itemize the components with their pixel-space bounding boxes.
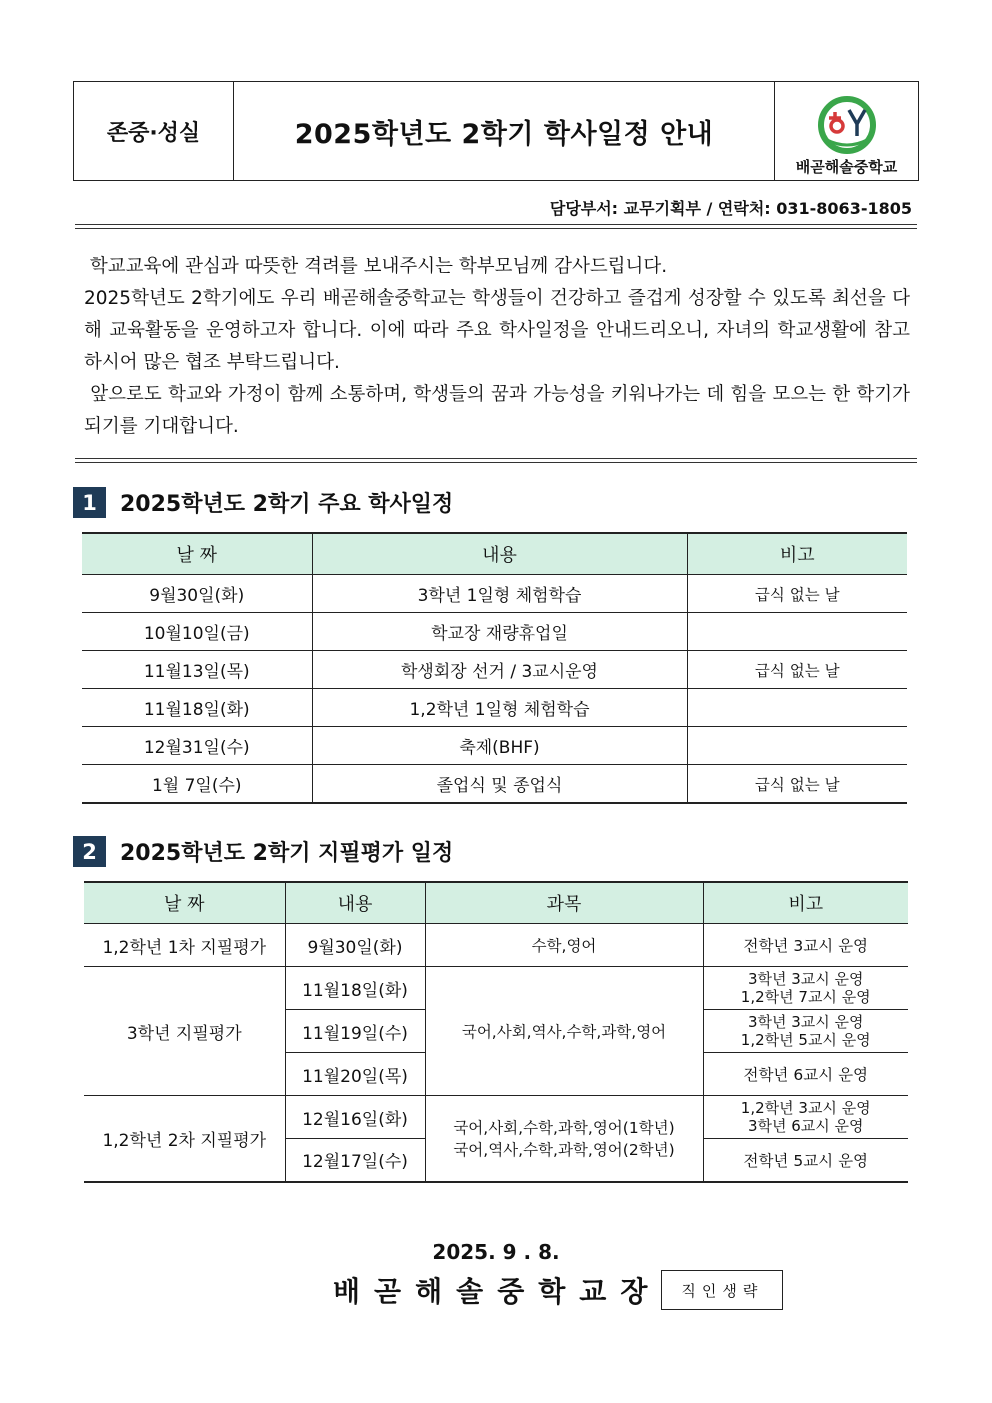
academic-schedule-table <box>82 532 907 804</box>
school-motto: 존중·성실 <box>74 82 234 180</box>
content-cell: 학생회장 선거 / 3교시운영 <box>312 651 687 689</box>
section-1-heading <box>73 487 453 518</box>
column-header: 날 짜 <box>82 533 312 575</box>
note-line: 1,2학년 3교시 운영 <box>740 1099 871 1117</box>
note-cell <box>687 727 907 765</box>
note-line: 3학년 3교시 운영 <box>747 970 864 988</box>
document-title: 2025학년도 2학기 학사일정 안내 <box>294 118 714 150</box>
subject-line: 국어,역사,수학,과학,영어(2학년) <box>453 1141 675 1160</box>
section-title: 2025학년도 2학기 지필평가 일정 <box>120 841 454 866</box>
section-2-heading <box>73 836 453 867</box>
column-header: 비고 <box>703 882 908 924</box>
note-cell <box>703 1010 908 1053</box>
table-header-row <box>84 882 908 924</box>
table-row <box>82 651 907 689</box>
note-cell <box>703 1096 908 1139</box>
content-cell: 3학년 1일형 체험학습 <box>312 575 687 613</box>
table-row <box>82 575 907 613</box>
intro-text <box>84 251 916 443</box>
school-logo-box <box>774 82 918 180</box>
exam-name-cell: 3학년 지필평가 <box>84 967 285 1096</box>
subject-cell: 국어,사회,역사,수학,과학,영어 <box>425 967 703 1096</box>
subject-line: 국어,사회,수학,과학,영어(1학년) <box>453 1119 675 1138</box>
contact-info: 담당부서: 교무기획부 / 연락처: 031-8063-1805 <box>549 199 912 218</box>
date-cell: 11월20일(목) <box>285 1053 425 1096</box>
intro-paragraph-2: 2025학년도 2학기에도 우리 배곧해솔중학교는 학생들이 건강하고 즐겁게 성장할 수 있도록 최선을 다해 교육활동을 운영하고자 합니다. 이에 따라 주요 학사일정을 안내드리오니, 자녀의 학교생활에 참고하시어 많은 협조 부탁드립니다. <box>84 288 910 373</box>
principal-name: 배곧해솔중학교장 <box>333 1275 662 1308</box>
date-cell: 12월16일(화) <box>285 1096 425 1139</box>
date-cell: 9월30일(화) <box>285 924 425 967</box>
subject-cell: 수학,영어 <box>425 924 703 967</box>
table-row <box>84 967 908 1010</box>
divider <box>75 458 917 463</box>
note-cell: 전학년 5교시 운영 <box>703 1139 908 1182</box>
content-cell: 학교장 재량휴업일 <box>312 613 687 651</box>
seal-omitted-box: 직인생략 <box>661 1270 783 1310</box>
divider <box>75 224 917 229</box>
intro-paragraph-3: 앞으로도 학교와 가정이 함께 소통하며, 학생들의 꿈과 가능성을 키워나가는 데 힘을 모으는 한 학기가 되기를 기대합니다. <box>84 384 916 437</box>
note-cell: 전학년 6교시 운영 <box>703 1053 908 1096</box>
exam-name-cell: 1,2학년 1차 지필평가 <box>84 924 285 967</box>
note-line: 1,2학년 5교시 운영 <box>740 1031 871 1049</box>
column-header: 비고 <box>687 533 907 575</box>
column-header: 과목 <box>425 882 703 924</box>
date-cell: 1월 7일(수) <box>82 765 312 804</box>
table-row <box>82 613 907 651</box>
content-cell: 1,2학년 1일형 체험학습 <box>312 689 687 727</box>
document-header <box>73 81 919 181</box>
content-cell: 졸업식 및 종업식 <box>312 765 687 804</box>
note-cell: 전학년 3교시 운영 <box>703 924 908 967</box>
date-cell: 9월30일(화) <box>82 575 312 613</box>
table-row <box>82 689 907 727</box>
date-cell: 11월18일(화) <box>82 689 312 727</box>
note-cell: 급식 없는 날 <box>687 765 907 804</box>
school-logo-icon <box>815 96 879 154</box>
subject-cell <box>425 1096 703 1182</box>
note-cell <box>687 689 907 727</box>
note-cell <box>687 613 907 651</box>
date-cell: 10월10일(금) <box>82 613 312 651</box>
note-cell <box>703 967 908 1010</box>
table-header-row <box>82 533 907 575</box>
signature-block <box>333 1270 783 1310</box>
table-row <box>82 727 907 765</box>
column-header: 날 짜 <box>84 882 285 924</box>
table-row <box>84 1096 908 1139</box>
school-name-small: 배곧해솔중학교 <box>795 158 898 176</box>
note-line: 3학년 6교시 운영 <box>747 1117 864 1135</box>
section-title: 2025학년도 2학기 주요 학사일정 <box>120 492 454 517</box>
exam-schedule-table <box>84 881 908 1183</box>
section-number: 2 <box>73 836 106 867</box>
date-cell: 11월19일(수) <box>285 1010 425 1053</box>
note-cell: 급식 없는 날 <box>687 575 907 613</box>
content-cell: 축제(BHF) <box>312 727 687 765</box>
date-cell: 12월31일(수) <box>82 727 312 765</box>
note-cell: 급식 없는 날 <box>687 651 907 689</box>
document-date: 2025. 9 . 8. <box>432 1240 560 1264</box>
date-cell: 11월13일(목) <box>82 651 312 689</box>
note-line: 3학년 3교시 운영 <box>747 1013 864 1031</box>
section-number: 1 <box>73 487 106 518</box>
date-cell: 11월18일(화) <box>285 967 425 1010</box>
column-header: 내용 <box>312 533 687 575</box>
date-cell: 12월17일(수) <box>285 1139 425 1182</box>
intro-paragraph-1: 학교교육에 관심과 따뜻한 격려를 보내주시는 학부모님께 감사드립니다. <box>84 256 668 277</box>
table-row <box>82 765 907 804</box>
note-line: 1,2학년 7교시 운영 <box>740 988 871 1006</box>
column-header: 내용 <box>285 882 425 924</box>
exam-name-cell: 1,2학년 2차 지필평가 <box>84 1096 285 1182</box>
table-row <box>84 924 908 967</box>
